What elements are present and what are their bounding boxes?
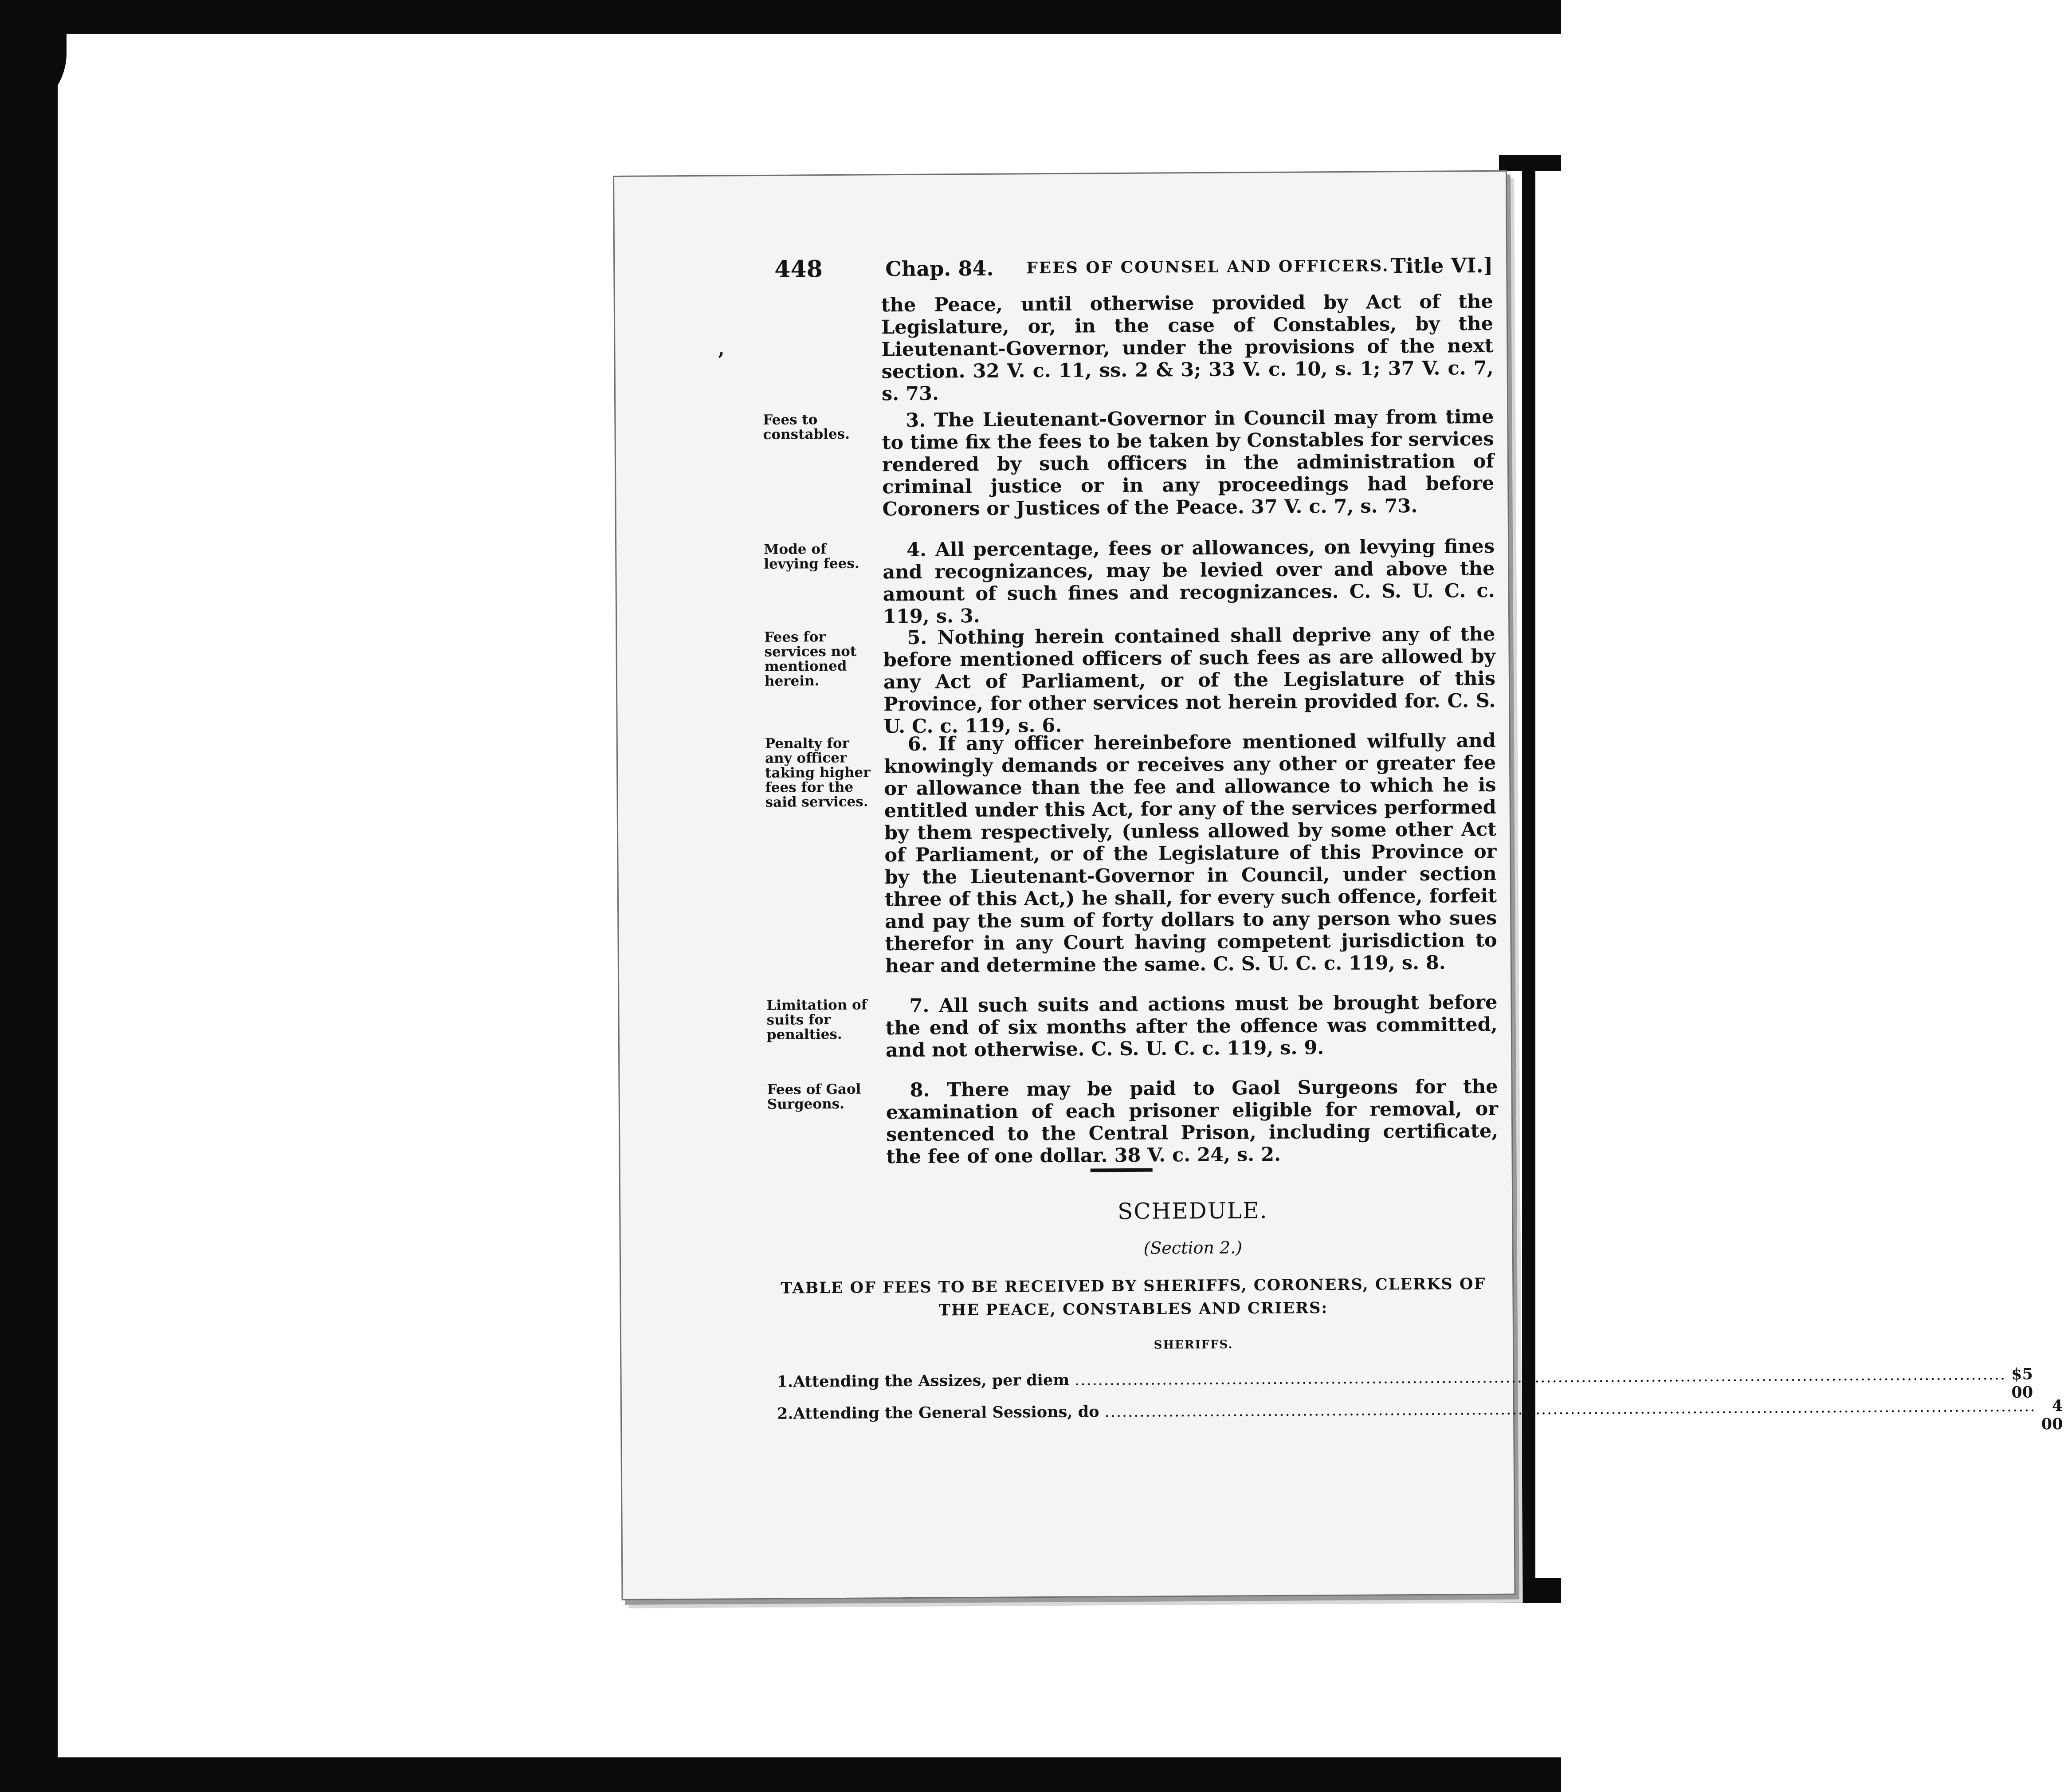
fee-item-description: Attending the Assizes, per diem (793, 1371, 1070, 1391)
section-7 (885, 991, 1498, 1061)
section-text: The Lieutenant-Governor in Council may from time to time fix the fees to be taken by Constables for services rendered by such officers in the administration of criminal justice or in any proceedings had before Coroners or Justices of the Peace. 37 V. c. 7, s. 73. (882, 405, 1495, 521)
margin-mark: , (718, 338, 725, 360)
fee-row (777, 1365, 2033, 1402)
section-6 (884, 730, 1497, 977)
margin-note-section-5: Fees for services not mentioned herein. (764, 629, 857, 689)
section-5 (883, 623, 1496, 738)
fee-item-amount: 4 00 (2041, 1397, 2063, 1434)
section-number: 8. (910, 1079, 930, 1101)
dot-leader: ................................................................................................................................................................ (1104, 1397, 2036, 1421)
fee-item-description: Attending the General Sessions, do (793, 1403, 1099, 1423)
fee-item-amount: $5 00 (2011, 1365, 2033, 1402)
chapter-label: Chap. 84. (885, 256, 994, 281)
fee-item-number: 2. (777, 1404, 793, 1423)
title-reference: Title VI.] (1390, 253, 1493, 278)
section-text: If any officer hereinbefore mentioned wilfully and knowingly demands or receives any other or greater fee or allowance than the fee and allowance to which he is entitled under this Act, for any of the services performed by them respectively, (unless allowed by some other Act of Parliament, or of the Legislature of this Province or by the Lieutenant-Governor in Council, under section three of this Act,) he shall, for every such offence, forfeit and pay the sum of forty dollars to any person who sues therefor in any Court having competent jurisdiction to hear and determine the same. C. S. U. C. c. 119, s. 8. (883, 729, 1497, 978)
schedule-title: SCHEDULE. (1117, 1198, 1268, 1225)
fee-table-subheading: SHERIFFS. (1154, 1338, 1233, 1352)
section-number: 5. (907, 626, 927, 649)
page-number: 448 (774, 255, 823, 283)
dot-leader: ................................................................................................................................................................ (1075, 1365, 2006, 1389)
section-text: All such suits and actions must be brought before the end of six months after the offence was committed, and not otherwise. C. S. U. C. c. 119, s. 9. (885, 991, 1498, 1062)
film-edge-left (0, 34, 58, 1757)
margin-note-section-3: Fees to constables. (763, 412, 850, 443)
fee-table-heading: TABLE OF FEES TO BE RECEIVED BY SHERIFFS, CORONERS, CLERKS OF THE PEACE, CONSTABLES AND CRIERS: (781, 1275, 1486, 1320)
section-number: 3. (906, 409, 926, 432)
margin-note-section-4: Mode of levying fees. (764, 541, 859, 572)
page-header (774, 252, 1493, 287)
margin-note-section-6: Penalty for any officer taking higher fees for the said services. (765, 735, 871, 810)
section-number: 7. (909, 994, 930, 1017)
section-4 (883, 535, 1495, 628)
schedule-section-ref: (Section 2.) (1143, 1238, 1243, 1258)
section-number: 4. (906, 538, 927, 561)
section-8 (886, 1076, 1498, 1168)
section-text: All percentage, fees or allowances, on levying fines and recognizances, may be levied over and above the amount of such fines and recognizances. C. S. U. C. c. 119, s. 3. (883, 535, 1495, 628)
section-3 (882, 406, 1495, 520)
margin-note-section-8: Fees of Gaol Surgeons. (767, 1081, 861, 1112)
section-divider (1091, 1168, 1153, 1172)
document-page (613, 170, 2063, 1600)
film-edge-bottom (0, 1757, 1561, 1792)
intro-paragraph: the Peace, until otherwise provided by Act of the Legislature, or, in the case of Constables, by the Lieutenant-Governor, under the provisions of the next section. 32 V. c. 11, ss. 2 & 3; 33 V. c. 10, s. 1; 37 V. c. 7, s. 73. (881, 290, 1494, 405)
fee-row (777, 1397, 2063, 1434)
running-title: FEES OF COUNSEL AND OFFICERS. (1026, 256, 1389, 278)
section-number: 6. (907, 733, 928, 755)
margin-note-section-7: Limitation of suits for penalties. (766, 997, 867, 1043)
section-text: Nothing herein contained shall deprive any of the before mentioned officers of such fees as are allowed by any Act of Parliament, or of the Legislature of this Province, for other services not herein provided for. C. S. U. C. c. 119, s. 6. (883, 623, 1496, 738)
section-text: There may be paid to Gaol Surgeons for the examination of each prisoner eligible for removal, or sentenced to the Central Prison, including certificate, the fee of one dollar. 38 V. c. 24, s. 2. (886, 1075, 1499, 1168)
film-edge-top (0, 0, 1561, 34)
fee-item-number: 1. (777, 1372, 793, 1391)
